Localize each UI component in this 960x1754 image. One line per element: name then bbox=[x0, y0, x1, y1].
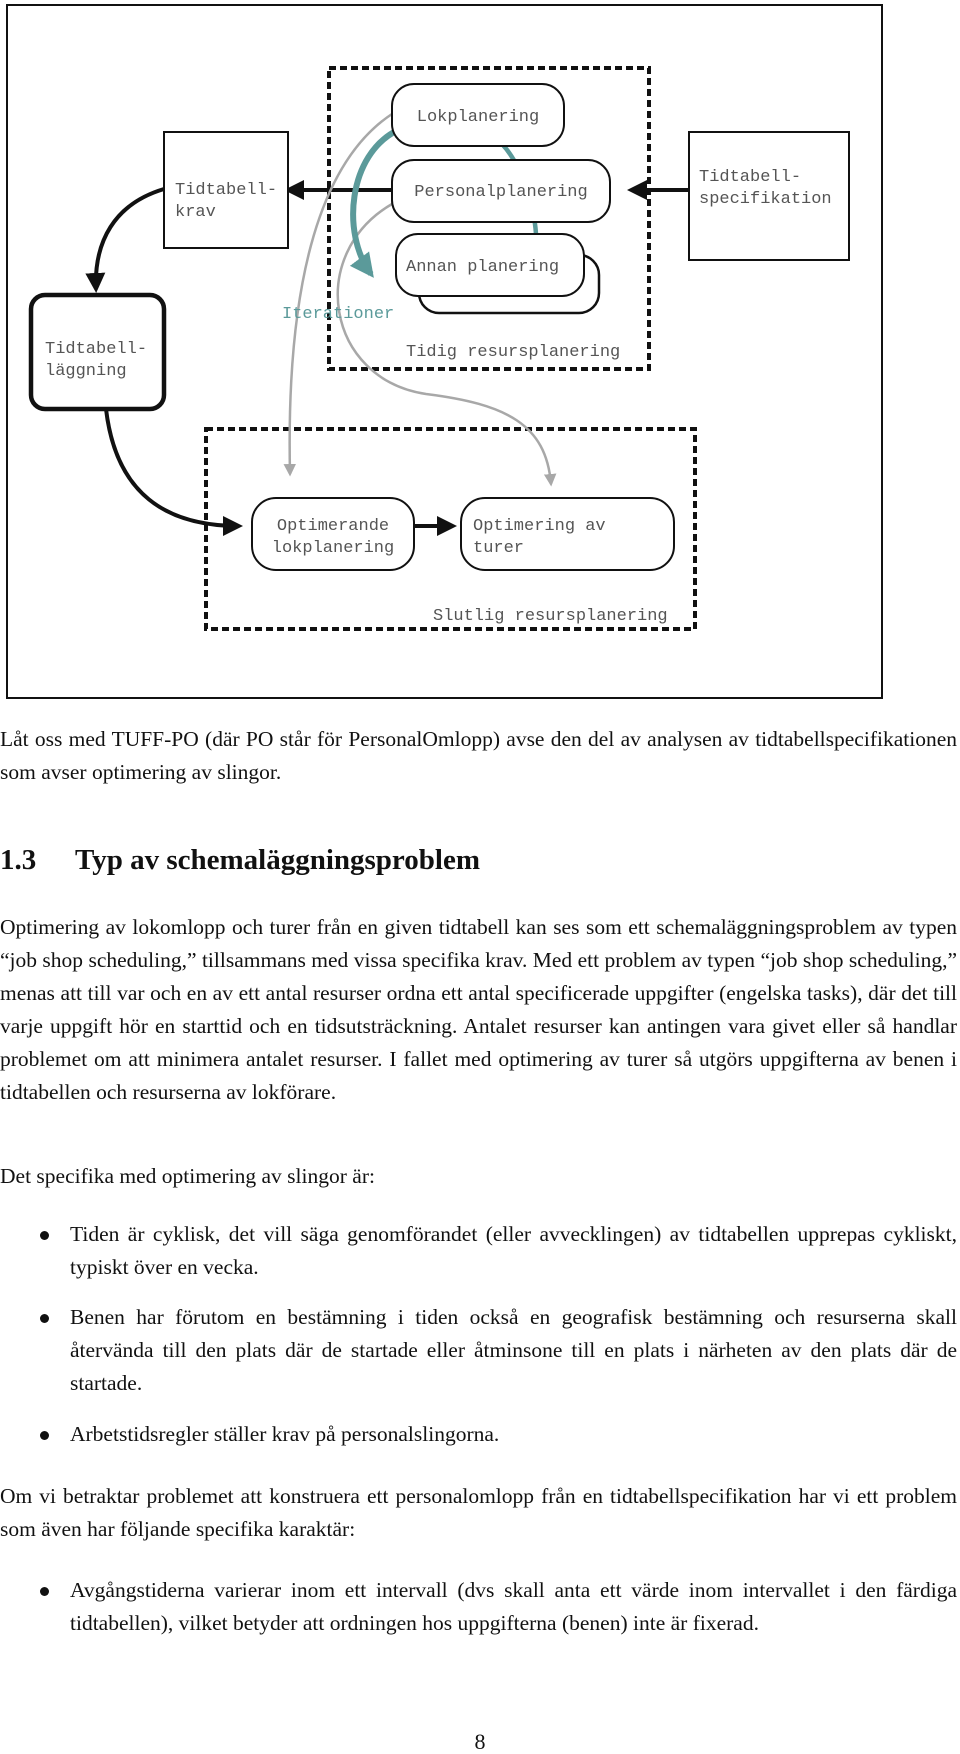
list-item-text: Arbetstidsregler ställer krav på personalslingorna. bbox=[70, 1422, 500, 1446]
paragraph-personalomlopp: Om vi betraktar problemet att konstruera ett personalomlopp från en tidtabellspecifikation har vi ett problem som även har följande specifika karaktär: bbox=[0, 1484, 957, 1541]
box-tidtabellspecifikation-line2: specifikation bbox=[699, 190, 832, 209]
box-tidtabellkrav-line2: krav bbox=[175, 203, 216, 222]
box-optimering-av-turer-line2: turer bbox=[473, 539, 525, 558]
intro-paragraph: Låt oss med TUFF-PO (där PO står för PersonalOmlopp) avse den del av analysen av tidtabellspecifikationen som avser optimering av slingor. bbox=[0, 727, 957, 784]
box-tidtabellkrav-line1: Tidtabell- bbox=[175, 181, 278, 200]
box-tidtabellspecifikation-line1: Tidtabell- bbox=[699, 168, 802, 187]
process-diagram bbox=[6, 4, 883, 699]
section-title: Typ av schemaläggningsproblem bbox=[75, 844, 480, 876]
arrow-laggning-to-optimerande bbox=[106, 409, 239, 526]
list-item bbox=[0, 1574, 957, 1640]
list-item bbox=[0, 1218, 957, 1284]
bullet-icon bbox=[40, 1431, 49, 1440]
label-tidig-resursplanering: Tidig resursplanering bbox=[406, 343, 621, 362]
box-optimerande-lokplanering-line1: Optimerande bbox=[276, 517, 390, 536]
list-item-text: Avgångstiderna varierar inom ett intervall (dvs skall anta ett värde inom intervallet i den färdiga tidtabellen), vilket betyder att ordningen hos uppgifterna (benen) inte är fixerad. bbox=[70, 1578, 957, 1635]
box-optimerande-lokplanering-line2: lokplanering bbox=[271, 539, 395, 558]
arrow-krav-to-laggning bbox=[96, 189, 164, 289]
label-slutlig-resursplanering: Slutlig resursplanering bbox=[433, 607, 668, 626]
page-number: 8 bbox=[474, 1729, 486, 1754]
gray-arrow-lok-to-optimerande bbox=[290, 114, 392, 474]
box-optimering-av-turer-line1: Optimering av bbox=[473, 517, 606, 536]
list-item bbox=[0, 1301, 957, 1400]
section-number: 1.3 bbox=[0, 844, 37, 876]
paragraph-specifika: Det specifika med optimering av slingor är: bbox=[0, 1164, 375, 1188]
box-personalplanering-label: Personalplanering bbox=[414, 183, 588, 202]
box-lokplanering-label: Lokplanering bbox=[416, 108, 540, 127]
bullet-icon bbox=[40, 1314, 49, 1323]
label-iterationer: Iterationer bbox=[282, 305, 395, 324]
box-tidtabellaggning-line2: läggning bbox=[45, 362, 127, 381]
list-item-text: Tiden är cyklisk, det vill säga genomförandet (eller avvecklingen) av tidtabellen upprepas cykliskt, typiskt över en vecka. bbox=[70, 1222, 957, 1279]
list-item bbox=[0, 1418, 957, 1451]
paragraph-job-shop: Optimering av lokomlopp och turer från en given tidtabell kan ses som ett schemaläggningsproblem av typen “job shop scheduling,” tillsammans med vissa specifika krav. Med ett problem av typen “job shop scheduling,” menas att till var och en av ett antal resurser ordna ett antal specificerade uppgifter (engelska tasks), där det till varje uppgift hör en starttid och en tidsutsträckning. Antalet resurser kan antingen vara givet eller så handlar problemet om att minimera antalet resurser. I fallet med optimering av turer så utgörs uppgifterna av benen i tidtabellen och resurserna av lokförare. bbox=[0, 915, 957, 1104]
list-item-text: Benen har förutom en bestämning i tiden också en geografisk bestämning och resurserna skall återvända till den plats där de startade eller åtminsone till en plats i närheten av den plats där de startade. bbox=[70, 1305, 957, 1395]
bullet-icon bbox=[40, 1587, 49, 1596]
box-tidtabellaggning-line1: Tidtabell- bbox=[45, 340, 148, 359]
section-heading bbox=[0, 842, 480, 878]
bullet-icon bbox=[40, 1231, 49, 1240]
box-annan-planering-label: Annan planering bbox=[406, 258, 560, 277]
